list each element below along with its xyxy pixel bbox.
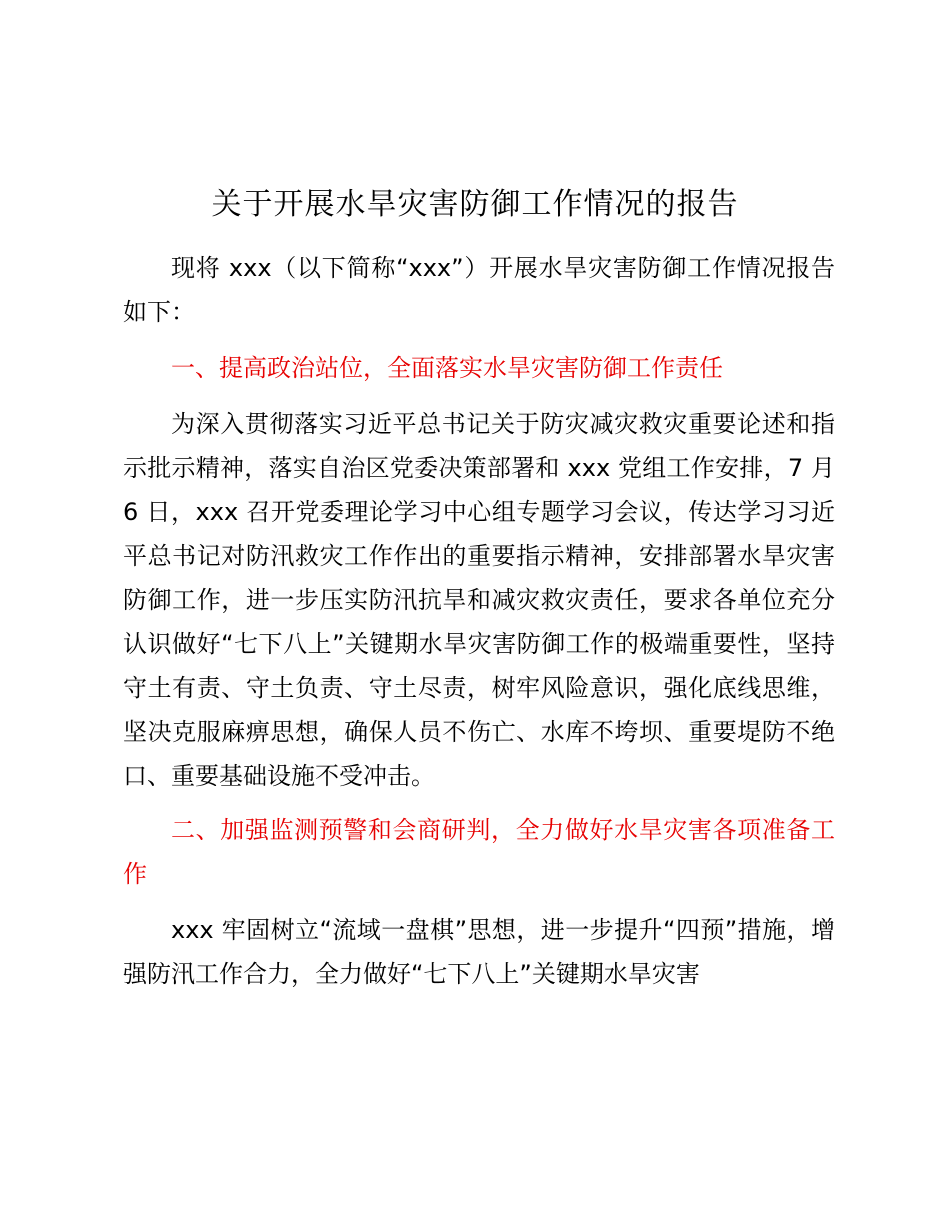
intro-paragraph: 现将 xxx（以下简称“xxx”）开展水旱灾害防御工作情况报告如下： — [123, 254, 835, 326]
section-1-heading: 一、提高政治站位，全面落实水旱灾害防御工作责任 — [171, 354, 723, 382]
document-title: 关于开展水旱灾害防御工作情况的报告 — [211, 187, 739, 222]
section-2-body: xxx 牢固树立“流域一盘棋”思想，进一步提升“四预”措施，增强防汛工作合力，全力做好“七下八上”关键期水旱灾害 — [123, 916, 835, 988]
section-2-heading: 二、加强监测预警和会商研判，全力做好水旱灾害各项准备工作 — [123, 816, 835, 888]
section-1-body: 为深入贯彻落实习近平总书记关于防灾减灾救灾重要论述和指示批示精神，落实自治区党委决策部署和 xxx 党组工作安排，7 月 6 日，xxx 召开党委理论学习中心组专题学习会议，传达学习习近平总书记对防汛救灾工作作出的重要指示精神，安排部署水旱灾害防御工作，进一步压实防汛抗旱和减灾救灾责任，要求各单位充分认识做好“七下八上”关键期水旱灾害防御工作的极端重要性，坚持守土有责、守土负责、守土尽责，树牢风险意识，强化底线思维，坚决克服麻痹思想，确保人员不伤亡、水库不垮坝、重要堤防不绝口、重要基础设施不受冲击。 — [123, 410, 835, 790]
